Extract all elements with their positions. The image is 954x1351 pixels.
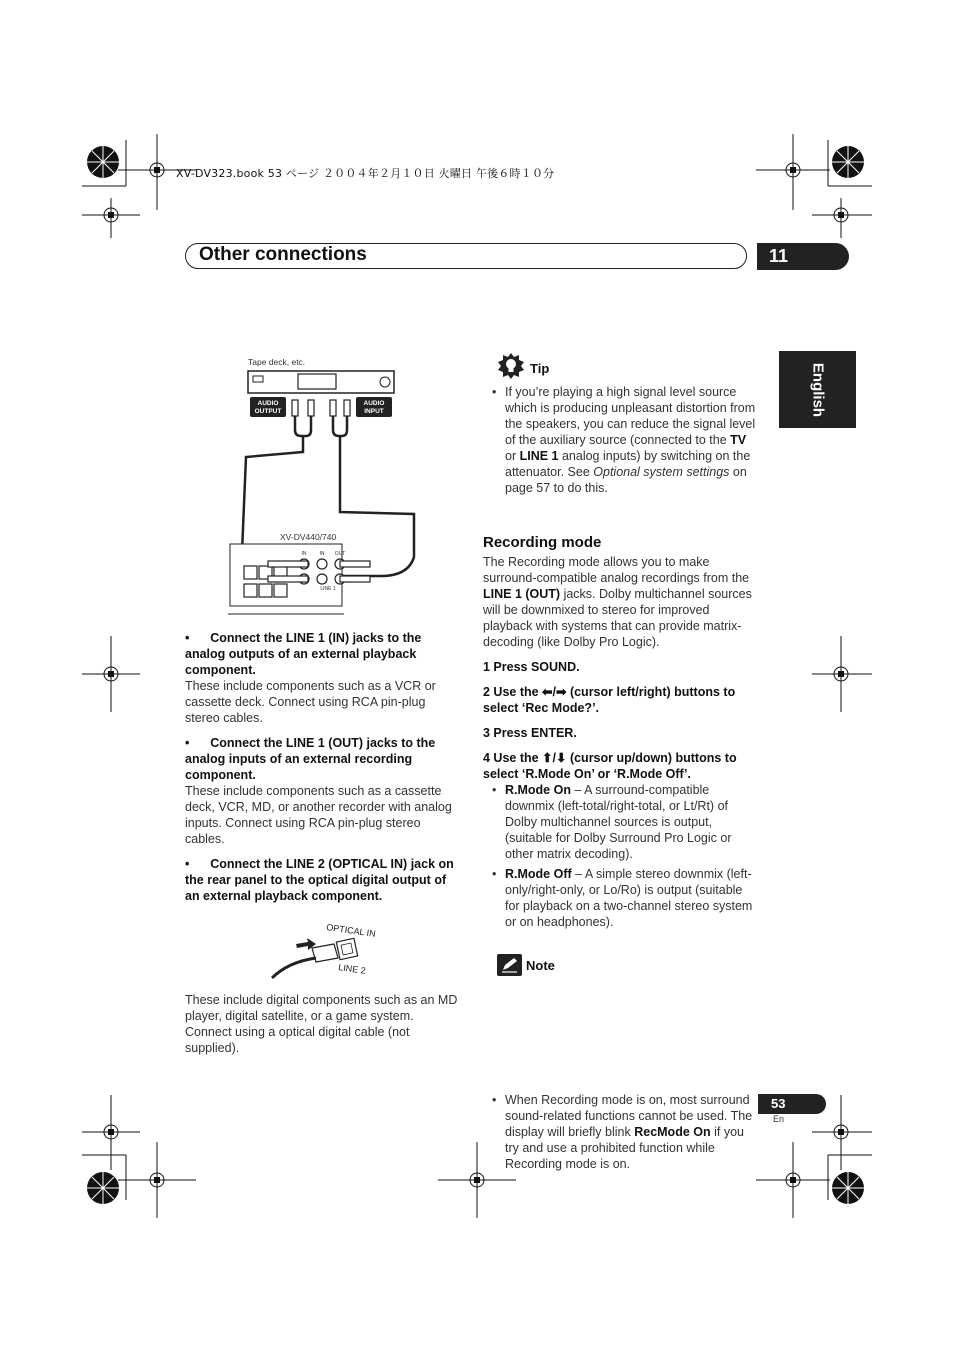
page-lang: En: [773, 1114, 785, 1124]
language-tab: [779, 351, 856, 428]
rca-plugs-top: [292, 400, 350, 416]
rmode-off-item: [492, 866, 759, 930]
step-3: 3 Press ENTER.: [483, 726, 577, 740]
tip-tv: TV: [730, 433, 747, 447]
recording-intro: [483, 554, 761, 650]
note-title: Note: [526, 958, 555, 973]
recording-intro-a: The Recording mode allows you to make surround-compatible analog recordings from the: [483, 555, 750, 585]
note-bullet: •: [492, 1093, 497, 1107]
optical-in-label: OPTICAL IN: [325, 922, 377, 939]
rmode-off-text: – A simple stereo downmix (left-only/right-only, or Lo/Ro) is output (suitable for playback on a two-channel stereo system or on headphones).: [505, 867, 753, 929]
unit-label: XV-DV440/740: [280, 532, 337, 542]
note-body: [492, 1092, 759, 1172]
rmode-off-label: R.Mode Off: [505, 867, 572, 881]
line2-label: LINE 2: [337, 962, 367, 976]
recording-intro-c: jacks. Dolby multichannel sources will be downmixed to stereo for improved playback with systems that can provide matrix-decoding (like Dolby Pro Logic).: [483, 587, 752, 649]
optical-jack: [336, 938, 357, 959]
recording-intro-b: LINE 1 (OUT): [483, 587, 561, 601]
optical-cable: [272, 958, 316, 978]
tip-text-3: on page 57 to do this.: [505, 465, 747, 495]
audio-input-label-2: INPUT: [364, 408, 384, 415]
tip-text-2: analog inputs) by switching on the attenuator. See: [505, 449, 751, 479]
rmode-off-bullet: •: [492, 867, 497, 881]
tip-text-1: If you’re playing a high signal level source which is producing unpleasant distortion from the speakers, you can reduce the signal level of the auxiliary source (connected to the: [505, 385, 756, 447]
tape-deck-label: Tape deck, etc.: [248, 357, 306, 367]
audio-input-label-1: AUDIO: [363, 400, 385, 407]
jack-out: OUT: [334, 551, 346, 557]
note-bold: RecMode On: [634, 1125, 711, 1139]
bullet-line2-text: Connect the LINE 2 (OPTICAL IN) jack on the rear panel to the optical digital output of an external playback component.: [185, 857, 454, 903]
tip-italic: Optional system settings: [593, 465, 730, 479]
recording-mode-heading: Recording mode: [483, 534, 602, 551]
page-number: 53: [758, 1094, 826, 1114]
chapter-number: 11: [757, 243, 849, 270]
bullet-line2-heading: • Connect the LINE 2 (OPTICAL IN) jack on the rear panel to the optical digital output of an external playback component.: [185, 857, 454, 903]
tip-or: or: [505, 449, 520, 463]
jack-in-2: IN: [319, 551, 325, 557]
left-column: [185, 630, 460, 904]
note-text-2: if you try and use a prohibited function while Recording mode is on.: [505, 1125, 744, 1171]
analog-connection-diagram: [228, 352, 428, 624]
recording-mode-body: [483, 554, 761, 930]
print-line: XV-DV323.book 53 ページ ２００４年２月１０日 火曜日 午後６時１０分: [176, 167, 555, 180]
rmode-on-label: R.Mode On: [505, 783, 571, 797]
bullet-line1-out-heading: • Connect the LINE 1 (OUT) jacks to the analog inputs of an external recording component.: [185, 736, 436, 782]
step-2: 2 Use the ⬅/➡ (cursor left/right) buttons to select ‘Rec Mode?’.: [483, 685, 736, 715]
tape-deck-display: [298, 374, 336, 389]
optical-connection-diagram: [268, 918, 388, 984]
note-text-1: When Recording mode is on, most surround sound-related functions cannot be used. The display will briefly blink: [505, 1093, 753, 1139]
tip-body: [492, 384, 759, 496]
bullet-line1-in-heading: • Connect the LINE 1 (IN) jacks to the analog outputs of an external playback component.: [185, 631, 422, 677]
note-icon: [497, 954, 522, 976]
rmode-on-bullet: •: [492, 783, 497, 797]
tip-icon: [497, 352, 525, 380]
rmode-on-text: – A surround-compatible downmix (left-total/right-total, or Lt/Rt) of Dolby multichannel sources is output, (suitable for Dolby Surround Pro Logic or other matrix decoding).: [505, 783, 732, 861]
tip-line1: LINE 1: [519, 449, 559, 463]
language-tab-label: English: [809, 362, 826, 417]
step-4: 4 Use the ⬆/⬇ (cursor up/down) buttons to select ‘R.Mode On’ or ‘R.Mode Off’.: [483, 751, 737, 781]
tip-bullet: •: [492, 385, 497, 399]
tip-title: Tip: [530, 361, 550, 376]
step-1: 1 Press SOUND.: [483, 660, 580, 674]
line1-jack-label: LINE 1: [320, 586, 336, 592]
audio-output-label-1: AUDIO: [257, 400, 279, 407]
jack-in-1: IN: [301, 551, 307, 557]
bullet-line1-out-body: These include components such as a cassette deck, VCR, MD, or another recorder with analog inputs. Connect using RCA pin-plug stereo cables.: [185, 784, 452, 846]
bullet-line1-in-text: Connect the LINE 1 (IN) jacks to the analog outputs of an external playback component.: [185, 631, 422, 677]
bullet-line1-out-text: Connect the LINE 1 (OUT) jacks to the analog inputs of an external recording component.: [185, 736, 436, 782]
optical-body: These include digital components such as an MD player, digital satellite, or a game system. Connect using a optical digital cable (not supplied).: [185, 993, 458, 1055]
page-title: Other connections: [199, 244, 367, 265]
rmode-on-item: [492, 782, 759, 862]
audio-output-label-2: OUTPUT: [254, 408, 282, 415]
bullet-line1-in-body: These include components such as a VCR or cassette deck. Connect using RCA pin-plug stereo cables.: [185, 679, 436, 725]
